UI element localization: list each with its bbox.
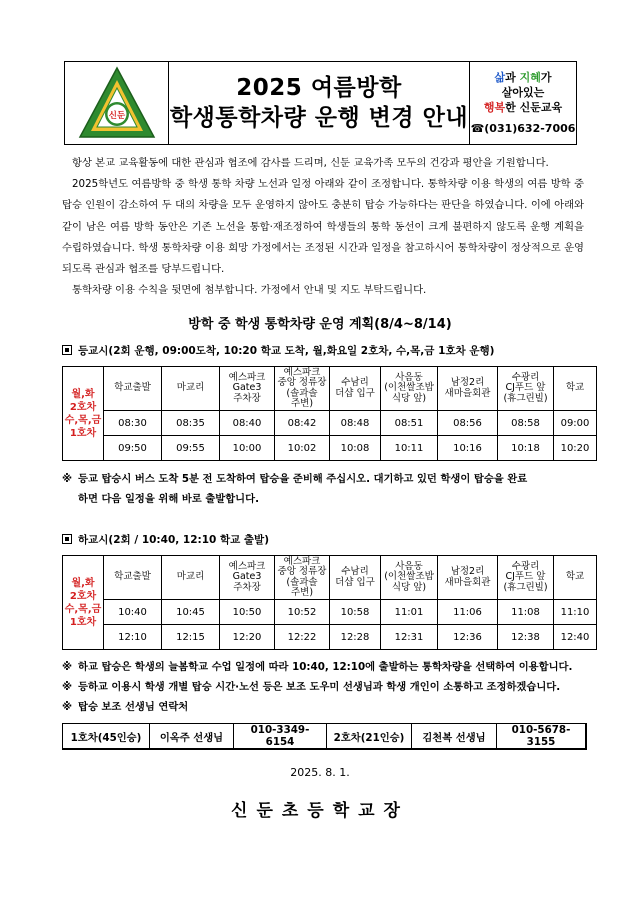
note-item	[62, 657, 592, 677]
time-cell: 10:45	[162, 600, 220, 625]
stop-name: (솔과솔	[286, 576, 318, 588]
stop-name: 중앙 정류장	[277, 377, 327, 388]
stop-name: 수남리	[341, 566, 369, 577]
stop-name: 예스파크	[283, 555, 321, 567]
stop-name: (휴그린빌)	[503, 581, 548, 593]
vehicle-label-line: 2호차	[69, 401, 97, 413]
stop-name: 학교출발	[114, 571, 151, 583]
slogan-word-edu: 한 신둔교육	[505, 101, 563, 114]
afternoon-schedule-table	[62, 555, 597, 650]
time-cell: 08:56	[438, 411, 498, 436]
stop-header	[275, 367, 330, 411]
time-cell: 10:11	[381, 436, 438, 461]
time-cell: 12:40	[554, 625, 597, 650]
stop-header	[554, 556, 597, 600]
document-date: 2025. 8. 1.	[290, 766, 350, 779]
stop-name: (솔과솔	[286, 387, 318, 399]
morning-note	[62, 469, 592, 509]
time-cell: 11:10	[554, 600, 597, 625]
stop-name: 사음동	[395, 371, 423, 383]
stop-name: CJ푸드 앞	[505, 571, 546, 583]
time-cell: 08:48	[330, 411, 381, 436]
school-logo-icon	[77, 65, 157, 141]
slogan-cell	[470, 62, 576, 144]
morning-note-line2: 하면 다음 일정을 위해 바로 출발합니다.	[78, 493, 259, 505]
vehicle-label	[63, 556, 104, 650]
time-cell: 08:35	[162, 411, 220, 436]
contacts-table	[62, 723, 586, 749]
time-cell: 11:01	[381, 600, 438, 625]
vehicle-label-line: 2호차	[69, 590, 97, 602]
stop-name: 주차장	[233, 581, 261, 593]
school-logo-cell	[65, 62, 169, 144]
slogan-line1	[494, 70, 551, 85]
time-cell: 09:00	[554, 411, 597, 436]
time-cell: 12:22	[275, 625, 330, 650]
morning-note-line1	[62, 469, 592, 489]
school-phone: ☎(031)632-7006	[470, 122, 576, 135]
table-row	[63, 600, 597, 625]
time-cell: 12:38	[498, 625, 554, 650]
slogan-word-happy: 행복	[483, 101, 506, 114]
note-item	[62, 697, 592, 717]
note-text: 하교 탑승은 학생의 늘봄학교 수업 일정에 따라 10:40, 12:10에 출발하는 통학차량을 선택하여 이용합니다.	[78, 661, 573, 673]
morning-note-text: 등교 탑승시 버스 도착 5분 전 도착하여 탑승을 준비해 주십시오. 대기하고 있던 학생이 탑승을 완료	[78, 473, 528, 485]
time-cell: 08:51	[381, 411, 438, 436]
time-cell: 08:42	[275, 411, 330, 436]
stop-header	[162, 367, 220, 411]
contact-name: 이옥주 선생님	[150, 724, 234, 749]
stop-name: 주차장	[233, 392, 261, 404]
time-cell: 12:20	[220, 625, 275, 650]
slogan-word-and: 과	[505, 71, 520, 84]
page-title-line2: 학생통학차량 운행 변경 안내	[169, 105, 469, 131]
principal-signoff: 신둔초등학교장	[231, 801, 409, 821]
time-cell: 08:58	[498, 411, 554, 436]
note-text: 등하교 이용시 학생 개별 탑승 시간·노선 등은 보조 도우미 선생님과 학생 개인이 소통하고 조정하겠습니다.	[78, 681, 561, 693]
time-cell: 10:20	[554, 436, 597, 461]
stop-header	[438, 367, 498, 411]
time-cell: 10:52	[275, 600, 330, 625]
time-cell: 10:58	[330, 600, 381, 625]
table-row	[63, 625, 597, 650]
notes-list	[62, 657, 592, 717]
stop-name: 남정2리	[450, 377, 485, 388]
stop-name: 예스파크	[283, 366, 321, 378]
stop-name: 새마을회관	[444, 387, 491, 399]
reference-mark-icon: ※	[62, 681, 73, 693]
stop-name: (이천쌀조밥	[384, 382, 434, 394]
vehicle-label-line: 1호차	[69, 427, 97, 439]
table-row	[63, 724, 586, 749]
stop-header	[330, 556, 381, 600]
time-cell: 08:40	[220, 411, 275, 436]
intro-paragraph-2: 2025학년도 여름방학 중 학생 통학 차량 노선과 일정 아래와 같이 조정합니다. 통학차량 이용 학생의 여름 방학 중 탑승 인원이 감소하여 두 대의 차량을 모두 운영하지 않아도 충분히 탑승 가능하다는 판단을 하였습니다. 이에 아래와 같이 남은 여름 방학 동안은 기존 노선을 통합·재조정하여 학생들의 통학 동선이 크게 불편하지 않도록 운행 계획을 수립하였습니다. 학생 통학차량 이용 희망 가정에서는 조정된 시간과 일정을 참고하시어 통학차량이 정상적으로 운영되도록 관심과 협조를 당부드립니다.	[62, 178, 584, 276]
square-bullet-icon	[62, 345, 72, 355]
square-bullet-icon	[62, 534, 72, 544]
morning-subtitle	[62, 343, 494, 358]
title-cell	[169, 62, 470, 144]
header-box	[64, 61, 577, 145]
afternoon-subtitle-text: 하교시(2회 / 10:40, 12:10 학교 출발)	[78, 534, 269, 546]
stop-header	[438, 556, 498, 600]
slogan-line2: 살아있는	[501, 86, 545, 99]
stop-name: 학교출발	[114, 382, 151, 394]
reference-mark-icon: ※	[62, 701, 73, 713]
table-row	[63, 411, 597, 436]
stop-name: 식당 앞)	[391, 392, 427, 404]
vehicle-label-line: 1호차	[69, 616, 97, 628]
logo-text: 신둔	[108, 111, 125, 121]
afternoon-subtitle	[62, 532, 269, 547]
time-cell: 10:16	[438, 436, 498, 461]
page-title-line1: 2025 여름방학	[236, 75, 402, 101]
time-cell: 10:00	[220, 436, 275, 461]
time-cell: 10:02	[275, 436, 330, 461]
slogan-line3	[484, 100, 562, 115]
time-cell: 12:36	[438, 625, 498, 650]
intro-text	[62, 153, 584, 301]
time-cell: 12:15	[162, 625, 220, 650]
contact-name: 김천복 선생님	[412, 724, 497, 749]
stop-name: 학교	[565, 382, 585, 394]
contact-vehicle: 2호차(21인승)	[327, 724, 412, 749]
stop-name: 남정2리	[450, 566, 485, 577]
intro-paragraph-3: 통학차량 이용 수칙을 뒷면에 첨부합니다. 가정에서 안내 및 지도 부탁드립니다.	[72, 284, 427, 297]
slogan-word-life: 삶	[494, 71, 506, 84]
vehicle-label-line: 월,화	[71, 577, 95, 589]
stop-name: 더샵 입구	[335, 387, 375, 399]
stop-name: 중앙 정류장	[277, 566, 327, 577]
stop-header	[220, 556, 275, 600]
vehicle-label	[63, 367, 104, 461]
stop-header	[275, 556, 330, 600]
time-cell: 10:08	[330, 436, 381, 461]
stop-header	[381, 556, 438, 600]
stop-name: Gate3	[232, 571, 262, 583]
morning-schedule-table	[62, 366, 597, 461]
table-row	[63, 367, 597, 411]
stop-name: 더샵 입구	[335, 576, 375, 588]
stop-header	[104, 367, 162, 411]
time-cell: 09:50	[104, 436, 162, 461]
time-cell: 09:55	[162, 436, 220, 461]
section-title: 방학 중 학생 통학차량 운영 계획(8/4~8/14)	[188, 317, 452, 332]
stop-name: (이천쌀조밥	[384, 571, 434, 583]
time-cell: 10:40	[104, 600, 162, 625]
note-text: 탑승 보조 선생님 연락처	[78, 701, 189, 713]
intro-paragraph-1: 항상 본교 교육활동에 대한 관심과 협조에 감사를 드리며, 신둔 교육가족 모두의 건강과 평안을 기원합니다.	[72, 157, 549, 169]
stop-name: Gate3	[232, 382, 262, 394]
vehicle-label-line: 수,목,금	[64, 414, 102, 426]
stop-header	[554, 367, 597, 411]
stop-name: 예스파크	[228, 371, 266, 383]
stop-name: 주변)	[290, 587, 314, 598]
time-cell: 10:18	[498, 436, 554, 461]
stop-name: 새마을회관	[444, 576, 491, 588]
slogan-word-wisdom: 지혜	[519, 71, 541, 84]
stop-header	[220, 367, 275, 411]
time-cell: 12:10	[104, 625, 162, 650]
stop-name: 수광리	[511, 560, 540, 572]
stop-name: CJ푸드 앞	[505, 382, 546, 394]
stop-name: 주변)	[290, 398, 314, 409]
slogan-word-ga: 가	[540, 71, 552, 84]
morning-subtitle-text: 등교시(2회 운행, 09:00도착, 10:20 학교 도착, 월,화요일 2호차, 수,목,금 1호차 운행)	[78, 345, 495, 357]
contact-phone: 010-3349-6154	[234, 724, 327, 749]
table-row	[63, 436, 597, 461]
stop-name: 사음동	[395, 560, 423, 572]
stop-name: 마교리	[176, 571, 205, 583]
note-item	[62, 677, 592, 697]
time-cell: 08:30	[104, 411, 162, 436]
time-cell: 12:28	[330, 625, 381, 650]
stop-name: 학교	[565, 571, 585, 583]
contact-phone: 010-5678-3155	[497, 724, 586, 749]
time-cell: 10:50	[220, 600, 275, 625]
time-cell: 12:31	[381, 625, 438, 650]
time-cell: 11:06	[438, 600, 498, 625]
stop-header	[330, 367, 381, 411]
stop-header	[381, 367, 438, 411]
reference-mark-icon: ※	[62, 473, 73, 485]
stop-header	[498, 556, 554, 600]
vehicle-label-line: 수,목,금	[64, 603, 102, 615]
stop-name: 수남리	[341, 377, 369, 388]
stop-header	[162, 556, 220, 600]
stop-name: (휴그린빌)	[503, 392, 548, 404]
stop-header	[498, 367, 554, 411]
stop-name: 수광리	[511, 371, 540, 383]
stop-name: 식당 앞)	[391, 581, 427, 593]
table-row	[63, 556, 597, 600]
contact-vehicle: 1호차(45인승)	[63, 724, 150, 749]
stop-name: 예스파크	[228, 560, 266, 572]
reference-mark-icon: ※	[62, 661, 73, 673]
vehicle-label-line: 월,화	[71, 388, 95, 400]
stop-name: 마교리	[176, 382, 205, 394]
stop-header	[104, 556, 162, 600]
time-cell: 11:08	[498, 600, 554, 625]
